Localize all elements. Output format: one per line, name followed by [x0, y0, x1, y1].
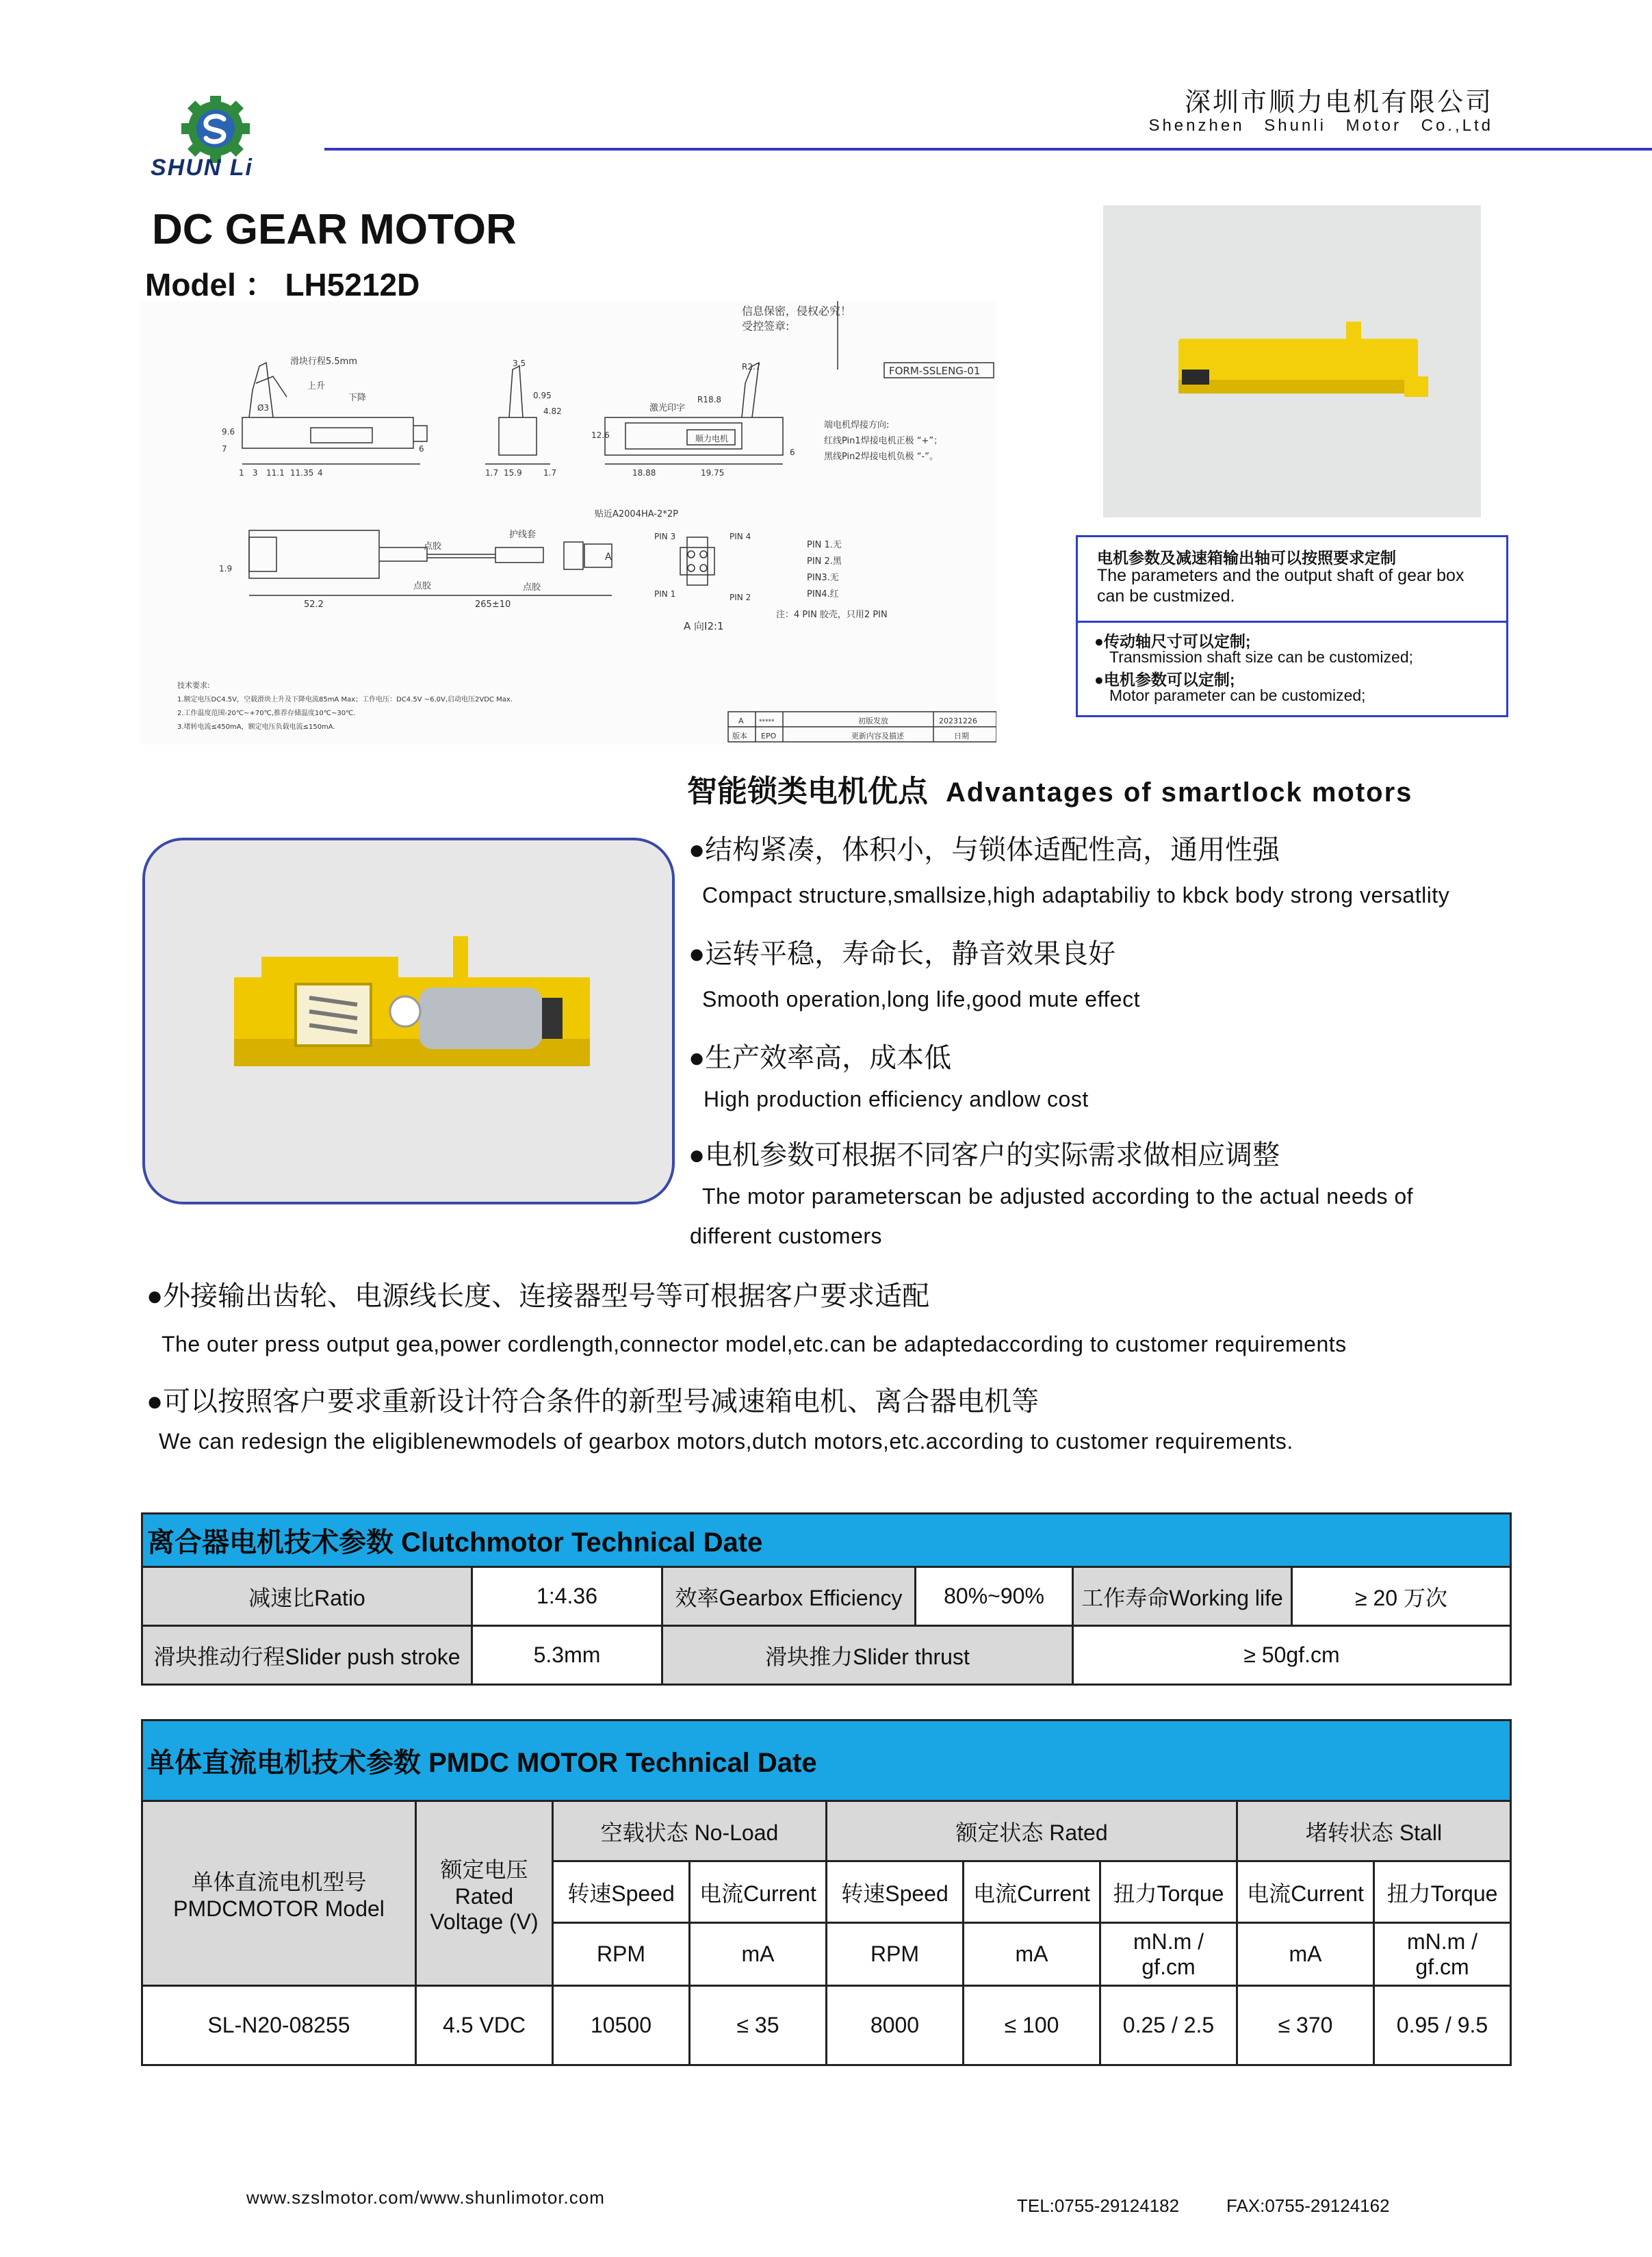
- drawing-signature: 受控签章:: [742, 320, 790, 333]
- advantage-item-en: The motor parameterscan be adjusted according to the actual needs of: [702, 1184, 1414, 1209]
- drawing-dim: 0.95: [533, 391, 552, 400]
- drawing-pin2: PIN 2: [730, 593, 751, 602]
- drawing-rev: A: [738, 717, 744, 725]
- advantage-item: ●电机参数可根据不同客户的实际需求做相应调整: [688, 1140, 1280, 1170]
- drawing-dim: 3.5: [513, 359, 526, 368]
- table-cell: 8000: [827, 1986, 964, 2065]
- drawing-rev: EPO: [761, 732, 777, 740]
- footer-tel: TEL:0755-29124182: [1017, 2195, 1180, 2216]
- drawing-pin-note: 注：4 PIN 胶壳，只用2 PIN: [776, 610, 888, 620]
- voltage-col-cn: 额定电压: [440, 1857, 528, 1882]
- page-title: DC GEAR MOTOR: [152, 206, 517, 253]
- table-cell: ≤ 370: [1237, 1986, 1374, 2065]
- clutch-table-header: 离合器电机技术参数 Clutchmotor Technical Date: [142, 1514, 1511, 1567]
- feature-wide: ●可以按照客户要求重新设计符合条件的新型号减速箱电机、离合器电机等: [146, 1387, 1040, 1417]
- custom-text: can be custmized.: [1097, 586, 1235, 606]
- drawing-tech-2: 2.工作温度范围-20℃~+70℃,推荐存储温度10℃~30℃.: [177, 710, 356, 717]
- subheader: 扭力Torque: [1374, 1861, 1511, 1923]
- feature-wide: ●外接输出齿轮、电源线长度、连接器型号等可根据客户要求适配: [146, 1281, 930, 1311]
- drawing-wiring-2: 黑线Pin2焊接电机负极 “-”。: [824, 452, 938, 462]
- model-col-cn: 单体直流电机型号: [191, 1870, 367, 1894]
- drawing-dim: 4.82: [543, 407, 562, 416]
- drawing-dim: 7: [222, 444, 227, 454]
- drawing-rev: 更新内容及描述: [851, 732, 904, 740]
- table-cell: 10500: [553, 1986, 690, 2065]
- drawing-glue-1: 点胶: [424, 541, 442, 552]
- drawing-pin4: PIN 4: [730, 532, 751, 541]
- drawing-pin-list: PIN3.无: [807, 573, 839, 583]
- pmdc-table-header: 单体直流电机技术参数 PMDC MOTOR Technical Date: [142, 1720, 1511, 1801]
- drawing-rev: *****: [759, 719, 775, 725]
- drawing-dim: 4: [318, 468, 323, 478]
- drawing-dim: Ø3: [257, 403, 270, 413]
- group-header-stall: 堵转状态 Stall: [1237, 1801, 1511, 1861]
- company-name-cn: 深圳市顺力电机有限公司: [1184, 88, 1493, 117]
- drawing-pin-list: PIN4.红: [807, 589, 839, 599]
- voltage-col-header: [416, 1801, 553, 1986]
- drawing-rev: 20231226: [939, 717, 977, 725]
- header-divider: [324, 148, 1652, 151]
- model-col-header: [142, 1801, 416, 1986]
- product-photo: [1103, 205, 1481, 517]
- model-number: Model ： LH5212D: [145, 267, 420, 302]
- drawing-dim: 18.88: [632, 468, 656, 478]
- drawing-wiring-title: 端电机焊接方向:: [824, 420, 890, 430]
- model-col-en: PMDCMOTOR Model: [173, 1896, 385, 1921]
- drawing-tech-1: 1.额定电压DC4.5V，空载滑块上升及下降电流85mA Max；工作电压：DC4.5V ~6.0V,启动电压2VDC Max.: [177, 696, 513, 704]
- drawing-rev: 初版发放: [858, 717, 888, 725]
- drawing-down: 下降: [348, 393, 367, 403]
- subheader: 转速Speed: [827, 1861, 964, 1923]
- spec-label: 滑块推力Slider thrust: [662, 1626, 1073, 1685]
- drawing-slider-stroke: 滑块行程5.5mm: [290, 357, 358, 367]
- custom-bullet-text: Transmission shaft size can be customized;: [1109, 648, 1413, 666]
- custom-text: The parameters and the output shaft of gear box: [1097, 566, 1464, 585]
- company-name-en: Shenzhen Shunli Motor Co.,Ltd: [1148, 116, 1493, 135]
- spec-label: 工作寿命Working life: [1073, 1567, 1292, 1626]
- drawing-section-a: A: [605, 552, 612, 563]
- drawing-notice: 信息保密，侵权必究！: [742, 305, 852, 318]
- drawing-dim: 3: [253, 468, 258, 478]
- custom-divider: [1078, 621, 1506, 623]
- subheader: 转速Speed: [553, 1861, 690, 1923]
- drawing-dim: 15.9: [504, 468, 522, 478]
- drawing-dim: 1.7: [543, 468, 557, 478]
- drawing-tech-3: 3.堵转电流≤450mA，额定电压负载电流≤150mA.: [177, 723, 335, 731]
- feature-wide-en: We can redesign the eligiblenewmodels of gearbox motors,dutch motors,etc.according to customer requirements.: [159, 1429, 1293, 1454]
- drawing-pin3: PIN 3: [654, 532, 676, 541]
- unit-line: gf.cm: [1415, 1954, 1469, 1979]
- drawing-connector: 贴近A2004HA-2*2P: [595, 509, 678, 519]
- custom-bullet-text: Motor parameter can be customized;: [1109, 686, 1366, 704]
- voltage-col-unit: Voltage (V): [430, 1909, 539, 1934]
- unit-line: mN.m /: [1406, 1929, 1478, 1954]
- drawing-dim: 9.6: [222, 427, 235, 437]
- drawing-laser-mark: 激光印字: [649, 403, 686, 413]
- advantages-title-en: Advantages of smartlock motors: [946, 777, 1413, 808]
- footer-website[interactable]: www.szslmotor.com/www.shunlimotor.com: [246, 2187, 605, 2208]
- subheader: 电流Current: [964, 1861, 1100, 1923]
- group-header-rated: 额定状态 Rated: [827, 1801, 1237, 1861]
- technical-drawing: [140, 301, 996, 745]
- unit-cell: RPM: [827, 1923, 964, 1986]
- spec-value: ≥ 50gf.cm: [1073, 1626, 1511, 1685]
- drawing-brand: 顺力电机: [695, 434, 729, 443]
- spec-value: 1:4.36: [472, 1567, 662, 1626]
- drawing-sleeve: 护线套: [509, 530, 537, 540]
- unit-cell: [1100, 1923, 1237, 1986]
- product-photo-open: [142, 838, 675, 1204]
- drawing-dim: 1.9: [219, 564, 233, 573]
- custom-bullet-title: ●电机参数可以定制;: [1094, 671, 1235, 688]
- pmdc-spec-table: [141, 1719, 1512, 2066]
- advantage-item: ●运转平稳，寿命长，静音效果良好: [688, 939, 1116, 969]
- custom-bullet-title: ●传动轴尺寸可以定制;: [1094, 632, 1251, 650]
- drawing-glue-3: 点胶: [413, 581, 432, 591]
- table-cell: 4.5 VDC: [416, 1986, 553, 2065]
- advantage-item: ●生产效率高，成本低: [688, 1043, 952, 1073]
- subheader: 电流Current: [690, 1861, 827, 1923]
- drawing-pin-list: PIN 2.黑: [807, 556, 842, 567]
- drawing-dim: 19.75: [701, 468, 725, 478]
- advantage-item-en: Compact structure,smallsize,high adaptabiliy to kbck body strong versatlity: [702, 883, 1450, 907]
- spec-value: 5.3mm: [472, 1626, 662, 1685]
- table-cell: ≤ 35: [690, 1986, 827, 2065]
- customization-box: [1076, 535, 1508, 717]
- drawing-wiring-1: 红线Pin1焊接电机正极 “+”；: [824, 436, 943, 446]
- drawing-dim: R2.7: [742, 362, 761, 372]
- advantage-item-en: Smooth operation,long life,good mute effect: [702, 987, 1140, 1011]
- advantages-title: [687, 766, 1412, 810]
- unit-cell: [1374, 1923, 1511, 1986]
- drawing-dim: 11.35: [290, 468, 314, 478]
- drawing-dim: 1.7: [485, 468, 499, 478]
- custom-title: 电机参数及减速箱输出轴可以按照要求定制: [1097, 549, 1396, 567]
- table-cell: 0.25 / 2.5: [1100, 1986, 1237, 2065]
- spec-value: ≥ 20 万次: [1292, 1567, 1511, 1626]
- table-cell: SL-N20-08255: [142, 1986, 416, 2065]
- advantage-item-en: High production efficiency andlow cost: [704, 1087, 1089, 1111]
- table-cell: 0.95 / 9.5: [1374, 1986, 1511, 2065]
- feature-wide-en: The outer press output gea,power cordlength,connector model,etc.can be adaptedaccording to customer requirements: [162, 1332, 1347, 1356]
- drawing-dim: R18.8: [697, 395, 722, 404]
- unit-line: mN.m /: [1133, 1929, 1204, 1954]
- spec-value: 80%~90%: [916, 1567, 1073, 1626]
- drawing-rev: 版本: [732, 732, 747, 740]
- drawing-dim: 52.2: [304, 599, 324, 610]
- advantages-title-cn: 智能锁类电机优点: [687, 775, 928, 808]
- spec-label: 减速比Ratio: [142, 1567, 472, 1626]
- subheader: 扭力Torque: [1100, 1861, 1237, 1923]
- unit-cell: RPM: [553, 1923, 690, 1986]
- drawing-rev: 日期: [954, 732, 969, 740]
- group-header-noload: 空载状态 No-Load: [553, 1801, 827, 1861]
- unit-cell: mA: [1237, 1923, 1374, 1986]
- drawing-pin1: PIN 1: [654, 589, 676, 599]
- logo-text: SHUN Li: [151, 155, 253, 181]
- drawing-form-no: FORM-SSLENG-01: [889, 365, 981, 377]
- spec-label: 滑块推动行程Slider push stroke: [142, 1626, 472, 1685]
- table-cell: ≤ 100: [964, 1986, 1100, 2065]
- drawing-up: 上升: [307, 381, 326, 391]
- drawing-dim: 12.6: [591, 430, 610, 440]
- drawing-dim: 265±10: [475, 599, 511, 610]
- drawing-dim: 1: [239, 468, 244, 478]
- unit-cell: mA: [964, 1923, 1100, 1986]
- unit-line: gf.cm: [1141, 1954, 1196, 1979]
- drawing-view-a: A 向I2:1: [684, 620, 724, 632]
- drawing-dim: 6: [419, 444, 424, 454]
- drawing-pin-list: PIN 1.无: [807, 540, 842, 550]
- unit-cell: mA: [690, 1923, 827, 1986]
- spec-label: 效率Gearbox Efficiency: [662, 1567, 916, 1626]
- footer-fax: FAX:0755-29124162: [1226, 2195, 1390, 2216]
- drawing-tech-title: 技术要求:: [177, 681, 210, 690]
- subheader: 电流Current: [1237, 1861, 1374, 1923]
- drawing-dim: 6: [790, 448, 795, 457]
- drawing-dim: 11.1: [266, 468, 285, 478]
- advantage-item: ●结构紧凑，体积小，与锁体适配性高，通用性强: [688, 835, 1280, 865]
- drawing-glue-2: 点胶: [523, 582, 541, 593]
- advantage-item-en: different customers: [690, 1224, 883, 1248]
- voltage-col-en: Rated: [454, 1883, 514, 1909]
- clutch-spec-table: [141, 1512, 1512, 1686]
